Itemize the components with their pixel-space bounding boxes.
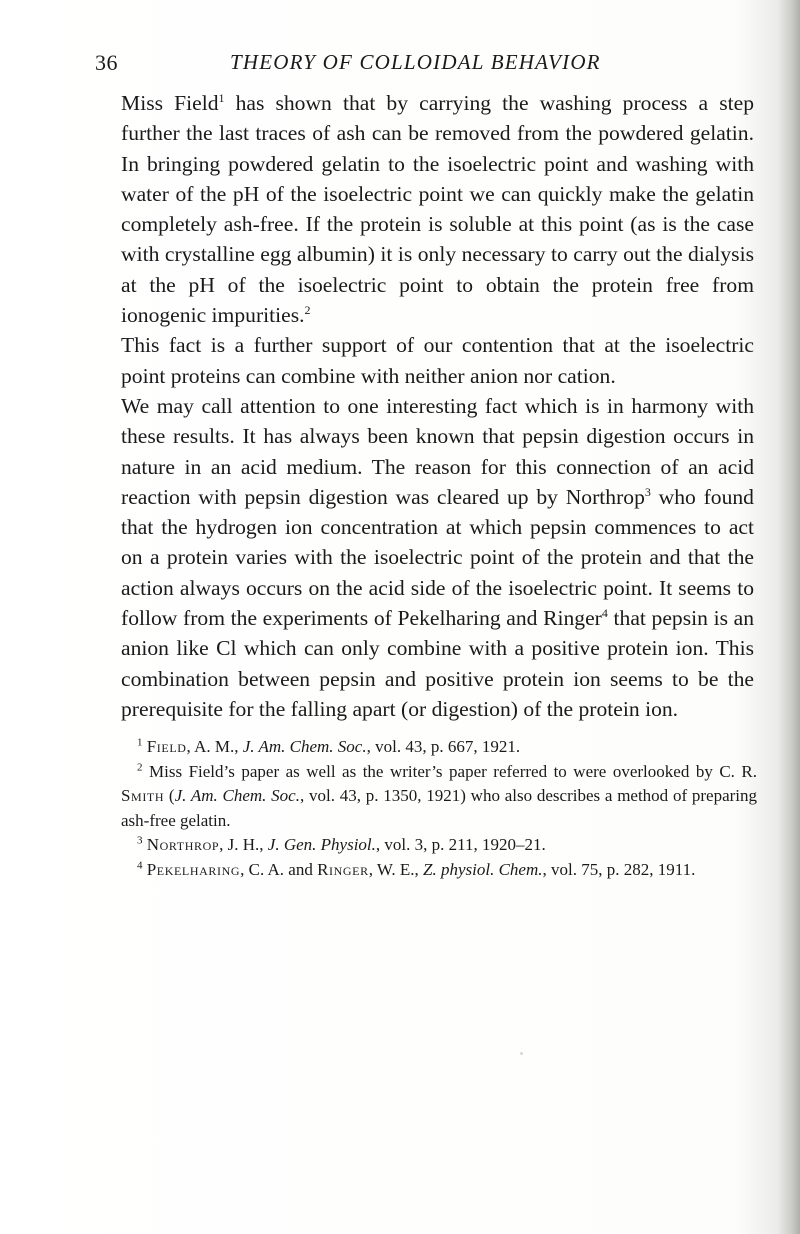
author-name: Smith	[121, 786, 165, 806]
author-name: Field	[146, 737, 187, 756]
paragraph-1	[121, 88, 754, 330]
page-number: 36	[95, 50, 118, 75]
running-title: THEORY OF COLLOIDAL BEHAVIOR	[230, 50, 601, 74]
text-run: Miss Field’s paper as well as the writer’s paper referred to were overlooked by C. R.	[142, 761, 757, 781]
text-run: , W. E.,	[368, 859, 424, 879]
footnote-3	[121, 833, 757, 858]
text-run: , C. A. and	[240, 859, 318, 879]
footnote-marker: 4	[137, 859, 143, 872]
text-run: that pepsin is an anion like Cl which can only combine with a positive protein ion. This combination between pepsin and positive protein ion seems to be the prerequisite for the falling apart (or digestion) of the protein ion.	[121, 606, 754, 721]
footnote-marker: 2	[304, 302, 311, 317]
text-run: , A. M.,	[186, 737, 243, 756]
footnote-marker: 1	[218, 90, 225, 105]
text-run: has shown that by carrying the washing process a step further the last traces of ash can be removed from the powdered gelatin. In bringing powdered gelatin to the isoelectric point and washing with water of the pH of the isoelectric point we can quickly make the gelatin completely ash-free. If the protein is soluble at this point (as is the case with crystalline egg albumin) it is only necessary to carry out the dialysis at the pH of the isoelectric point to obtain the protein free from ionogenic impurities.	[121, 91, 754, 328]
footnote-4	[121, 858, 757, 883]
paragraph-3	[121, 391, 754, 724]
footnote-marker: 2	[137, 760, 143, 773]
journal-title: J. Am. Chem. Soc.	[174, 786, 300, 806]
footnote-marker: 4	[601, 605, 608, 620]
journal-title: J. Am. Chem. Soc.	[242, 737, 367, 756]
text-run: who found that the hydrogen ion concentration at which pepsin commences to act on a protein varies with the isoelectric point of the protein and that the action always occurs on the acid side of the isoelectric point. It seems to follow from the experiments of Pekelharing and Ringer	[121, 484, 754, 631]
text-run: (	[164, 786, 175, 806]
footnote-marker: 3	[137, 834, 143, 847]
journal-title: J. Gen. Physiol.	[267, 835, 376, 855]
page-speck	[520, 1052, 523, 1055]
text-run: , J. H.,	[219, 835, 268, 855]
text-run: , vol. 75, p. 282, 1911.	[542, 859, 696, 879]
footnote-2	[121, 760, 757, 834]
text-run: This fact is a further support of our contention that at the isoelectric point proteins can combine with neither anion nor cation.	[121, 333, 754, 388]
running-head	[95, 50, 755, 80]
author-name: Pekelharing	[146, 859, 241, 879]
page-edge-shadow	[778, 0, 800, 1234]
paragraph-2	[121, 330, 754, 391]
journal-title: Z. physiol. Chem.	[423, 859, 543, 879]
footnote-marker: 3	[644, 484, 651, 499]
text-run: We may call attention to one interesting fact which is in harmony with these results. It has always been known that pepsin digestion occurs in nature in an acid medium. The reason for this connection of an acid reaction with pepsin digestion was cleared up by Northrop	[121, 393, 754, 509]
text-run: Miss Field	[121, 91, 219, 115]
footnote-1	[121, 735, 757, 760]
footnotes	[121, 735, 757, 883]
text-run: , vol. 43, p. 1350, 1921) who also describes a method of preparing ash-free gelatin.	[121, 786, 758, 830]
body-text	[121, 88, 754, 724]
text-run: , vol. 43, p. 667, 1921.	[366, 737, 521, 756]
footnote-marker: 1	[137, 736, 143, 749]
author-name: Ringer	[317, 859, 369, 879]
author-name: Northrop	[146, 835, 220, 855]
text-run: , vol. 3, p. 211, 1920–21.	[375, 835, 546, 855]
